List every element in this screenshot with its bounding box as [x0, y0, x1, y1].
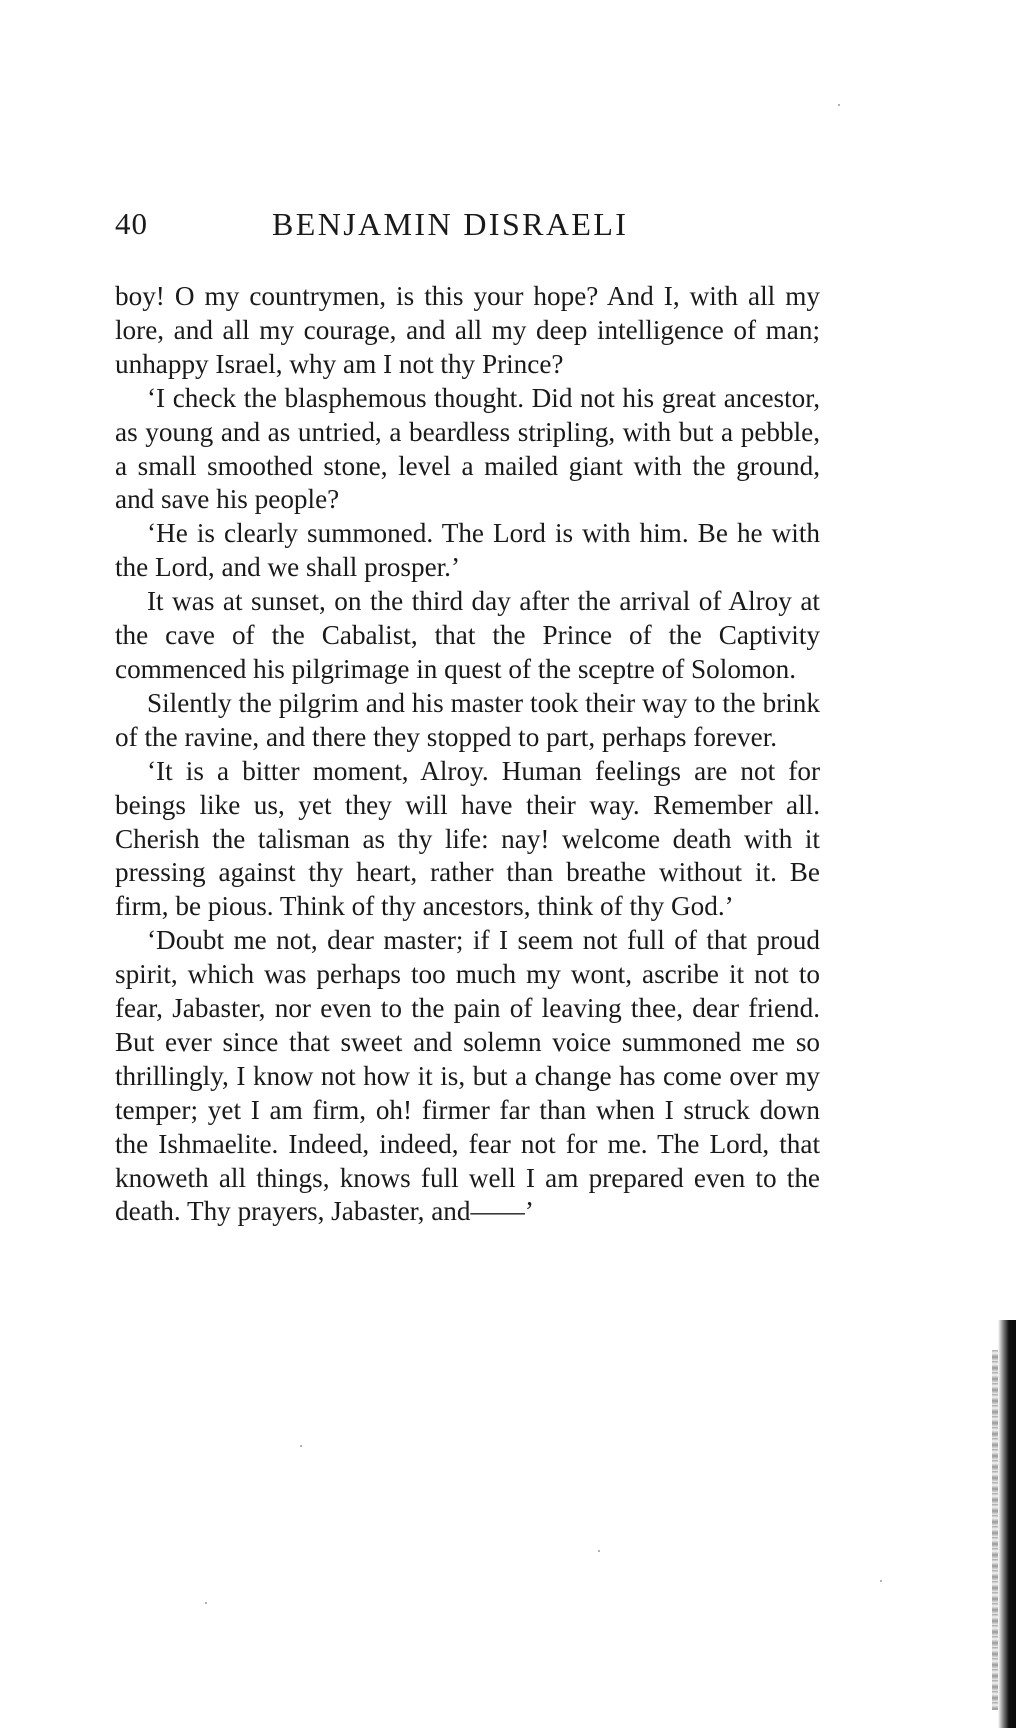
- running-head: [115, 206, 820, 250]
- paragraph-5: Silently the pilgrim and his master took their way to the brink of the ravine, and there they stopped to part, perhaps forever.: [115, 687, 820, 752]
- running-title: BENJAMIN DISRAELI: [272, 206, 629, 242]
- paragraph-7: ‘Doubt me not, dear master; if I seem not full of that proud spirit, which was perhaps too much my wont, ascribe it not to fear, Jabaster, nor even to the pain of leaving thee, dear friend. But ever since that sweet and solemn voice summoned me so thrillingly, I know not how it is, but a change has come over my temper; yet I am firm, oh! firmer far than when I struck down the Ishmaelite. Indeed, indeed, fear not for me. The Lord, that knoweth all things, knows full well I am prepared even to the death. Thy prayers, Jabaster, and——’: [115, 925, 820, 1227]
- body-text: [115, 280, 820, 1229]
- paragraph-2: ‘I check the blasphemous thought. Did not his great ancestor, as young and as untried, a beardless stripling, with but a pebble, a small smoothed stone, level a mailed giant with the ground, and save his people?: [115, 382, 820, 515]
- paragraph-1: boy! O my countrymen, is this your hope? And I, with all my lore, and all my courage, and all my deep intelligence of man; unhappy Israel, why am I not thy Prince?: [115, 281, 820, 379]
- paper-speck: [838, 104, 840, 106]
- paper-speck: [300, 1445, 302, 1447]
- binding-edge: [998, 1320, 1016, 1728]
- page-number: 40: [115, 206, 148, 241]
- paper-speck: [880, 1580, 882, 1582]
- paper-speck: [205, 1602, 207, 1604]
- paper-speck: [598, 1550, 600, 1552]
- paragraph-4: It was at sunset, on the third day after the arrival of Alroy at the cave of the Cabalist, that the Prince of the Captivity commenced his pilgrimage in quest of the sceptre of Solomon.: [115, 586, 820, 684]
- paragraph-3: ‘He is clearly summoned. The Lord is with him. Be he with the Lord, and we shall prosper.’: [115, 518, 820, 583]
- paragraph-6: ‘It is a bitter moment, Alroy. Human feelings are not for beings like us, yet they will have their way. Remember all. Cherish the talisman as thy life: nay! welcome death with it pressing against thy heart, rather than breathe without it. Be firm, be pious. Think of thy ancestors, think of thy God.’: [115, 755, 820, 922]
